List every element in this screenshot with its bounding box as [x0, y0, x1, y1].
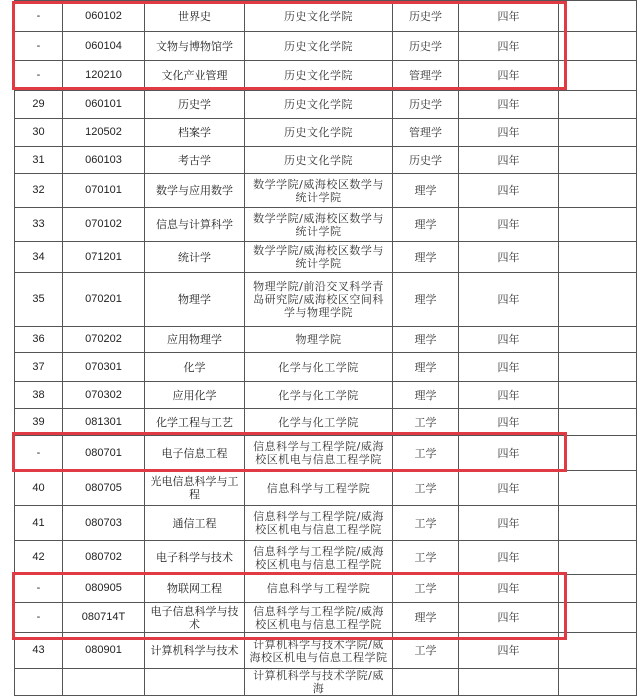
study-years: 四年 [459, 32, 559, 61]
table-row [15, 633, 637, 669]
study-years: 四年 [459, 506, 559, 541]
table-row [15, 32, 637, 61]
row-number: 42 [15, 541, 63, 575]
school-name: 信息科学与工程学院/威海校区机电与信息工程学院 [245, 506, 393, 541]
discipline-category: 理学 [393, 327, 459, 353]
school-name: 信息科学与工程学院 [245, 575, 393, 603]
table-row [15, 541, 637, 575]
major-name: 化学工程与工艺 [145, 409, 245, 436]
row-number: - [15, 32, 63, 61]
blank-margin [559, 61, 637, 91]
discipline-category: 历史学 [393, 91, 459, 119]
study-years: 四年 [459, 91, 559, 119]
row-number: 30 [15, 119, 63, 147]
discipline-category: 理学 [393, 208, 459, 242]
study-years: 四年 [459, 575, 559, 603]
table-row [15, 436, 637, 471]
major-code: 070301 [63, 353, 145, 382]
row-number: 33 [15, 208, 63, 242]
school-name: 物理学院 [245, 327, 393, 353]
school-name: 计算机科学与技术学院/威海校区机电与信息工程学院 [245, 633, 393, 669]
school-name: 历史文化学院 [245, 119, 393, 147]
major-name: 文化产业管理 [145, 61, 245, 91]
blank-margin [559, 382, 637, 409]
blank-margin [559, 575, 637, 603]
discipline-category: 理学 [393, 353, 459, 382]
row-number: 31 [15, 147, 63, 174]
school-name: 历史文化学院 [245, 1, 393, 32]
row-number: - [15, 61, 63, 91]
discipline-category: 管理学 [393, 61, 459, 91]
study-years: 四年 [459, 147, 559, 174]
blank-margin [559, 471, 637, 506]
discipline-category [393, 669, 459, 696]
table-row [15, 174, 637, 208]
row-number: - [15, 575, 63, 603]
major-name: 光电信息科学与工程 [145, 471, 245, 506]
row-number: - [15, 1, 63, 32]
study-years: 四年 [459, 471, 559, 506]
major-name: 物理学 [145, 273, 245, 327]
table-row [15, 471, 637, 506]
major-code: 071201 [63, 242, 145, 273]
row-number: 40 [15, 471, 63, 506]
blank-margin [559, 91, 637, 119]
major-code: 060103 [63, 147, 145, 174]
study-years: 四年 [459, 633, 559, 669]
table-row [15, 353, 637, 382]
discipline-category: 理学 [393, 242, 459, 273]
major-code: 070101 [63, 174, 145, 208]
major-code: 080703 [63, 506, 145, 541]
study-years: 四年 [459, 541, 559, 575]
table-row [15, 575, 637, 603]
blank-margin [559, 174, 637, 208]
major-name: 计算机科学与技术 [145, 633, 245, 669]
blank-margin [559, 409, 637, 436]
major-code: 080901 [63, 633, 145, 669]
major-table-body [15, 1, 637, 696]
major-name: 档案学 [145, 119, 245, 147]
school-name: 历史文化学院 [245, 32, 393, 61]
school-name: 化学与化工学院 [245, 353, 393, 382]
row-number: 32 [15, 174, 63, 208]
table-row [15, 382, 637, 409]
discipline-category: 工学 [393, 506, 459, 541]
discipline-category: 工学 [393, 409, 459, 436]
blank-margin [559, 633, 637, 669]
discipline-category: 工学 [393, 471, 459, 506]
school-name: 计算机科学与技术学院/威海 [245, 669, 393, 696]
major-name: 信息与计算科学 [145, 208, 245, 242]
row-number: 37 [15, 353, 63, 382]
major-name: 电子科学与技术 [145, 541, 245, 575]
row-number: 34 [15, 242, 63, 273]
blank-margin [559, 327, 637, 353]
school-name: 数学学院/威海校区数学与统计学院 [245, 208, 393, 242]
row-number: - [15, 603, 63, 633]
row-number: 43 [15, 633, 63, 669]
major-code: 070302 [63, 382, 145, 409]
school-name: 信息科学与工程学院 [245, 471, 393, 506]
school-name: 信息科学与工程学院/威海校区机电与信息工程学院 [245, 603, 393, 633]
major-name: 历史学 [145, 91, 245, 119]
major-name: 化学 [145, 353, 245, 382]
major-code: 070202 [63, 327, 145, 353]
major-name: 物联网工程 [145, 575, 245, 603]
major-code: 070102 [63, 208, 145, 242]
study-years: 四年 [459, 273, 559, 327]
school-name: 历史文化学院 [245, 61, 393, 91]
study-years: 四年 [459, 208, 559, 242]
row-number: 41 [15, 506, 63, 541]
major-code: 080714T [63, 603, 145, 633]
table-row [15, 409, 637, 436]
discipline-category: 历史学 [393, 1, 459, 32]
study-years: 四年 [459, 174, 559, 208]
major-name [145, 669, 245, 696]
school-name: 化学与化工学院 [245, 382, 393, 409]
study-years: 四年 [459, 119, 559, 147]
school-name: 物理学院/前沿交叉科学青岛研究院/威海校区空间科学与物理学院 [245, 273, 393, 327]
blank-margin [559, 603, 637, 633]
discipline-category: 理学 [393, 603, 459, 633]
school-name: 化学与化工学院 [245, 409, 393, 436]
major-table [14, 0, 637, 696]
table-row [15, 603, 637, 633]
blank-margin [559, 506, 637, 541]
major-code: 120502 [63, 119, 145, 147]
study-years: 四年 [459, 1, 559, 32]
table-row [15, 506, 637, 541]
major-code: 060101 [63, 91, 145, 119]
blank-margin [559, 147, 637, 174]
school-name: 历史文化学院 [245, 147, 393, 174]
major-code: 060104 [63, 32, 145, 61]
row-number: - [15, 436, 63, 471]
table-row [15, 91, 637, 119]
major-code: 120210 [63, 61, 145, 91]
major-code: 080705 [63, 471, 145, 506]
major-code: 070201 [63, 273, 145, 327]
study-years [459, 669, 559, 696]
study-years: 四年 [459, 409, 559, 436]
row-number: 29 [15, 91, 63, 119]
major-name: 考古学 [145, 147, 245, 174]
discipline-category: 理学 [393, 382, 459, 409]
discipline-category: 理学 [393, 174, 459, 208]
major-name: 应用化学 [145, 382, 245, 409]
discipline-category: 工学 [393, 575, 459, 603]
blank-margin [559, 669, 637, 696]
table-row [15, 208, 637, 242]
row-number: 39 [15, 409, 63, 436]
discipline-category: 理学 [393, 273, 459, 327]
table-row [15, 327, 637, 353]
major-name: 电子信息工程 [145, 436, 245, 471]
blank-margin [559, 1, 637, 32]
major-code: 060102 [63, 1, 145, 32]
table-row [15, 119, 637, 147]
study-years: 四年 [459, 603, 559, 633]
table-row [15, 273, 637, 327]
major-code: 081301 [63, 409, 145, 436]
discipline-category: 工学 [393, 633, 459, 669]
blank-margin [559, 119, 637, 147]
major-name: 文物与博物馆学 [145, 32, 245, 61]
row-number: 36 [15, 327, 63, 353]
school-name: 信息科学与工程学院/威海校区机电与信息工程学院 [245, 436, 393, 471]
study-years: 四年 [459, 242, 559, 273]
major-name: 统计学 [145, 242, 245, 273]
major-name: 应用物理学 [145, 327, 245, 353]
major-code: 080702 [63, 541, 145, 575]
major-name: 通信工程 [145, 506, 245, 541]
blank-margin [559, 32, 637, 61]
school-name: 信息科学与工程学院/威海校区机电与信息工程学院 [245, 541, 393, 575]
discipline-category: 历史学 [393, 32, 459, 61]
table-row [15, 242, 637, 273]
row-number: 35 [15, 273, 63, 327]
blank-margin [559, 242, 637, 273]
study-years: 四年 [459, 61, 559, 91]
major-code: 080905 [63, 575, 145, 603]
table-row [15, 61, 637, 91]
study-years: 四年 [459, 353, 559, 382]
discipline-category: 工学 [393, 541, 459, 575]
blank-margin [559, 353, 637, 382]
blank-margin [559, 436, 637, 471]
discipline-category: 工学 [393, 436, 459, 471]
row-number [15, 669, 63, 696]
major-code [63, 669, 145, 696]
blank-margin [559, 273, 637, 327]
blank-margin [559, 541, 637, 575]
major-name: 数学与应用数学 [145, 174, 245, 208]
table-row [15, 1, 637, 32]
major-code: 080701 [63, 436, 145, 471]
blank-margin [559, 208, 637, 242]
school-name: 数学学院/威海校区数学与统计学院 [245, 174, 393, 208]
discipline-category: 历史学 [393, 147, 459, 174]
school-name: 数学学院/威海校区数学与统计学院 [245, 242, 393, 273]
school-name: 历史文化学院 [245, 91, 393, 119]
discipline-category: 管理学 [393, 119, 459, 147]
study-years: 四年 [459, 382, 559, 409]
table-row [15, 669, 637, 696]
study-years: 四年 [459, 436, 559, 471]
row-number: 38 [15, 382, 63, 409]
major-name: 电子信息科学与技术 [145, 603, 245, 633]
study-years: 四年 [459, 327, 559, 353]
table-row [15, 147, 637, 174]
major-name: 世界史 [145, 1, 245, 32]
